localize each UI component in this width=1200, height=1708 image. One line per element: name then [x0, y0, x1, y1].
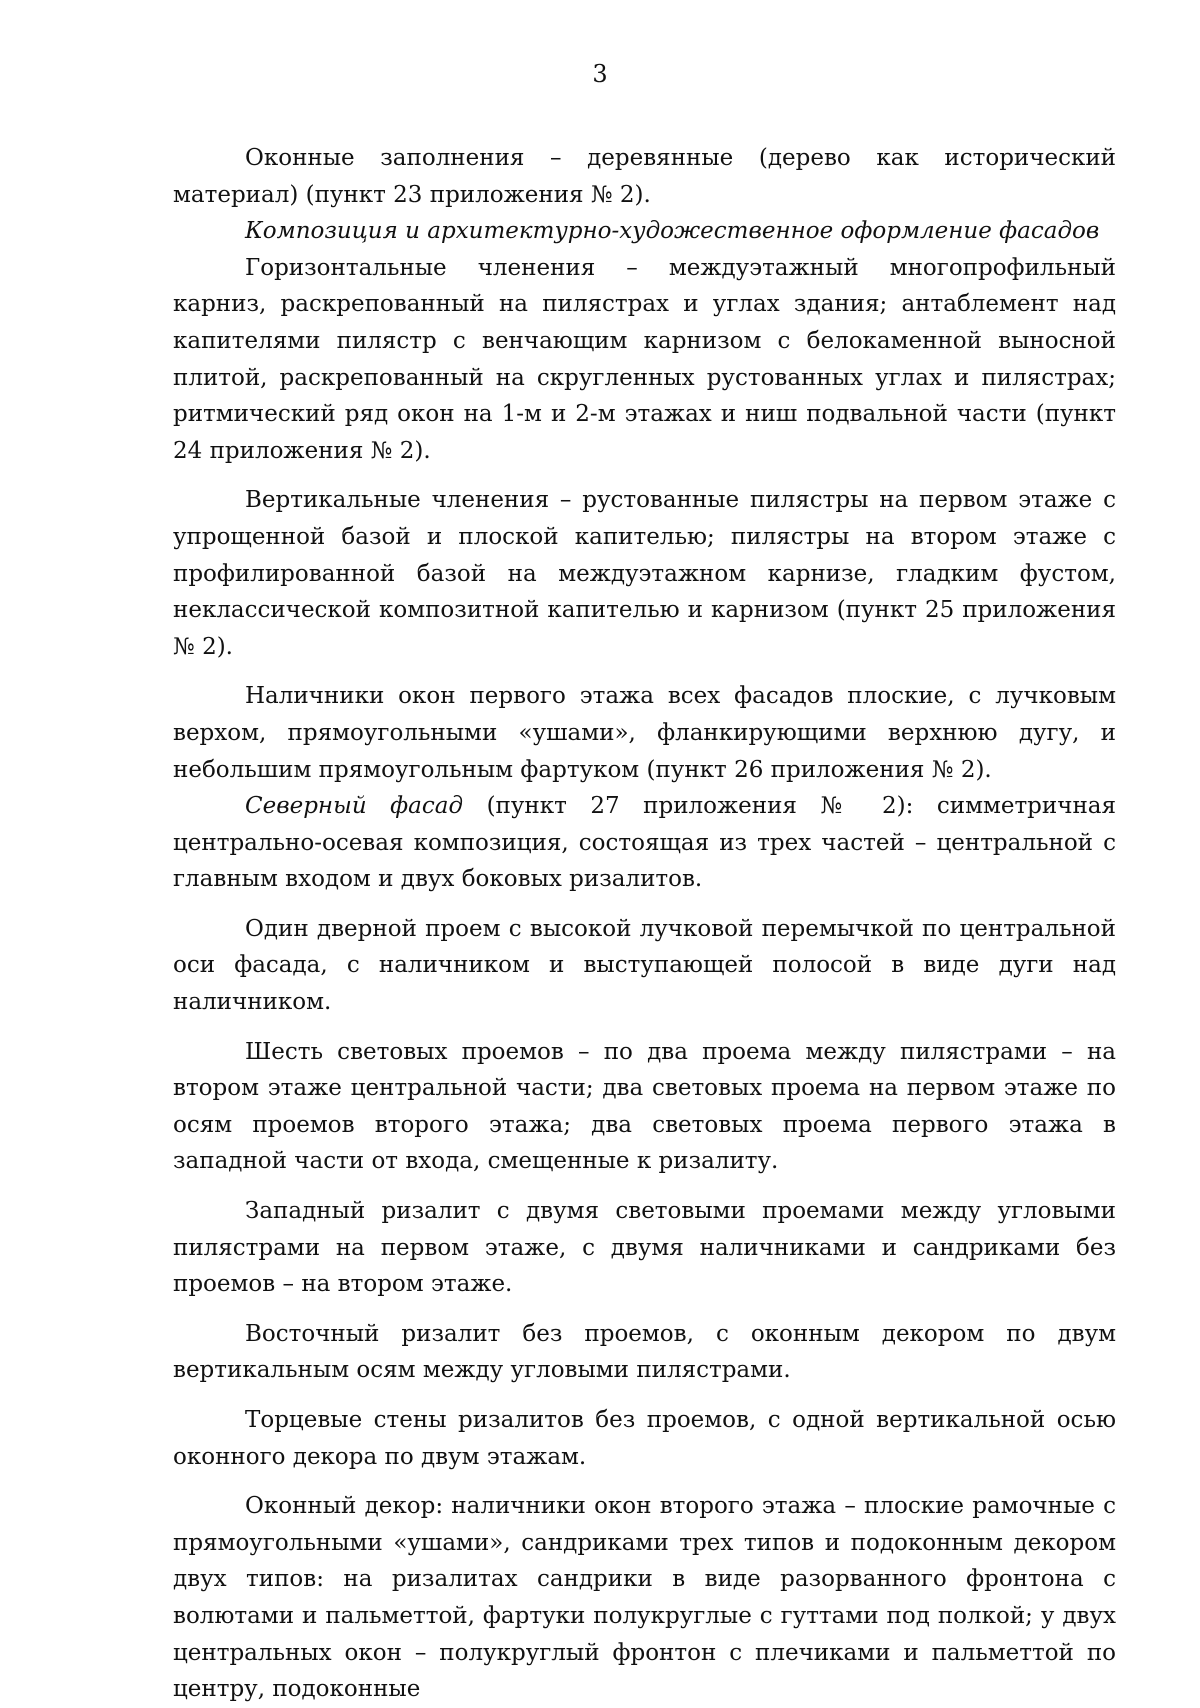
north-facade-lead: Северный фасад: [245, 793, 464, 820]
paragraph-window-decor: Оконный декор: наличники окон второго этажа – плоские рамочные с прямоугольными «ушами», сандриками трех типов и подоконным декором двух типов: на ризалитах сандрики в виде разорванного фронтона с волютами и пальметтой, фартуки полукруглые с гуттами под полкой; у двух центральных окон – полукруглый фронтон с плечиками и пальметтой по центру, подоконные: [173, 1493, 1116, 1703]
paragraph-window-fillings: Оконные заполнения – деревянные (дерево как исторический материал) (пункт 23 приложения № 2).: [173, 145, 1116, 208]
page-number: 3: [592, 60, 608, 88]
paragraph-light-openings: Шесть световых проемов – по два проема между пилястрами – на втором этаже центральной части; два световых проема на первом этаже по осям проемов второго этажа; два световых проема первого этажа в западной части от входа, смещенные к ризалиту.: [173, 1038, 1116, 1175]
paragraph-first-floor-casings: Наличники окон первого этажа всех фасадов плоские, с лучковым верхом, прямоугольными «ушами», фланкирующими верхнюю дугу, и небольшим прямоугольным фартуком (пункт 26 приложения № 2).: [173, 683, 1116, 783]
paragraph-door-opening: Один дверной проем с высокой лучковой перемычкой по центральной оси фасада, с наличником и выступающей полосой в виде дуги над наличником.: [173, 915, 1116, 1016]
paragraph-horizontal-divisions: Горизонтальные членения – междуэтажный многопрофильный карниз, раскрепованный на пилястрах и углах здания; антаблемент над капителями пилястр с венчающим карнизом с белокаменной выносной плитой, раскрепованный на скругленных рустованных углах и пилястрах; ритмический ряд окон на 1-м и 2-м этажах и ниш подвальной части (пункт 24 приложения № 2).: [173, 254, 1116, 464]
paragraph-north-facade: [173, 788, 1116, 898]
section-heading-facades: Композиция и архитектурно-художественное оформление фасадов: [245, 218, 1100, 245]
paragraph-east-avant-corps: Восточный ризалит без проемов, с оконным декором по двум вертикальным осям между угловыми пилястрами.: [173, 1320, 1116, 1384]
paragraph-end-walls: Торцевые стены ризалитов без проемов, с одной вертикальной осью оконного декора по двум этажам.: [173, 1407, 1116, 1470]
document-body: [173, 140, 1116, 1708]
paragraph-vertical-divisions: Вертикальные членения – рустованные пилястры на первом этаже с упрощенной базой и плоской капителью; пилястры на втором этаже с профилированной базой на междуэтажном карнизе, гладким фустом, неклассической композитной капителью и карнизом (пункт 25 приложения № 2).: [173, 487, 1116, 660]
paragraph-west-avant-corps: Западный ризалит с двумя световыми проемами между угловыми пилястрами на первом этаже, с двумя наличниками и сандриками без проемов – на втором этаже.: [173, 1198, 1116, 1298]
north-facade-text: (пункт 27 приложения № 2): симметричная центрально-осевая композиция, состоящая из трех частей – центральной с главным входом и двух боковых ризалитов.: [173, 793, 1116, 893]
